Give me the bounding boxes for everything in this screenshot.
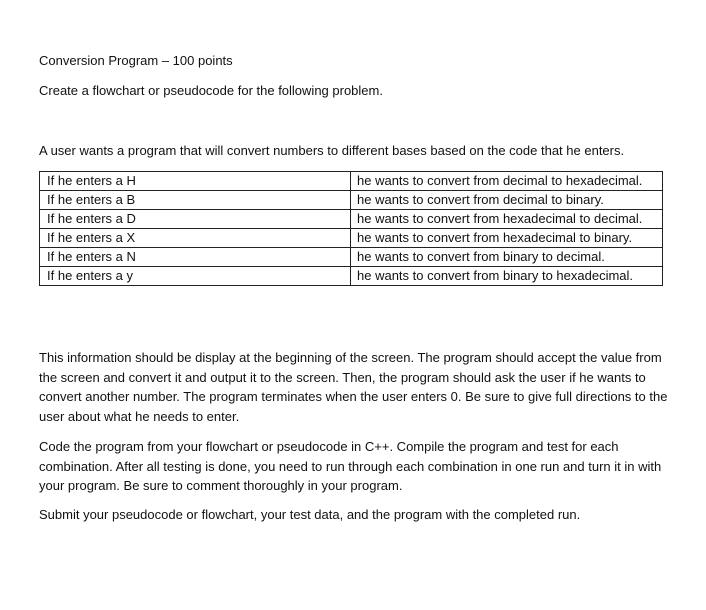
instruction-text: Create a flowchart or pseudocode for the following problem. [39,83,383,98]
description-cell: he wants to convert from decimal to hexadecimal. [351,172,663,191]
code-cell: If he enters a X [40,229,351,248]
paragraph-display-instructions: This information should be display at the beginning of the screen. The program should accept the value from the screen and convert it and output it to the screen. Then, the program should ask the user if he wants to convert another number. The program terminates when the user enters 0. Be sure to give full directions to the user about what he needs to enter. [39,350,668,424]
table-row [40,248,663,267]
document-title: Conversion Program – 100 points [39,53,233,68]
code-cell: If he enters a B [40,191,351,210]
description-cell: he wants to convert from hexadecimal to binary. [351,229,663,248]
table-row [40,267,663,286]
paragraph-code-instructions: Code the program from your flowchart or pseudocode in C++. Compile the program and test for each combination. After all testing is done, you need to run through each combination in one run and turn it in with your program. Be sure to comment thoroughly in your program. [39,439,662,494]
table-row [40,172,663,191]
intro-text: A user wants a program that will convert numbers to different bases based on the code that he enters. [39,143,625,158]
description-cell: he wants to convert from binary to hexadecimal. [351,267,663,286]
paragraph-submit-instructions: Submit your pseudocode or flowchart, your test data, and the program with the completed run. [39,507,581,522]
description-cell: he wants to convert from binary to decimal. [351,248,663,267]
description-cell: he wants to convert from hexadecimal to decimal. [351,210,663,229]
table-row [40,210,663,229]
code-cell: If he enters a D [40,210,351,229]
table-row [40,229,663,248]
code-cell: If he enters a y [40,267,351,286]
code-table [39,171,663,286]
description-cell: he wants to convert from decimal to binary. [351,191,663,210]
code-cell: If he enters a N [40,248,351,267]
table-row [40,191,663,210]
code-cell: If he enters a H [40,172,351,191]
